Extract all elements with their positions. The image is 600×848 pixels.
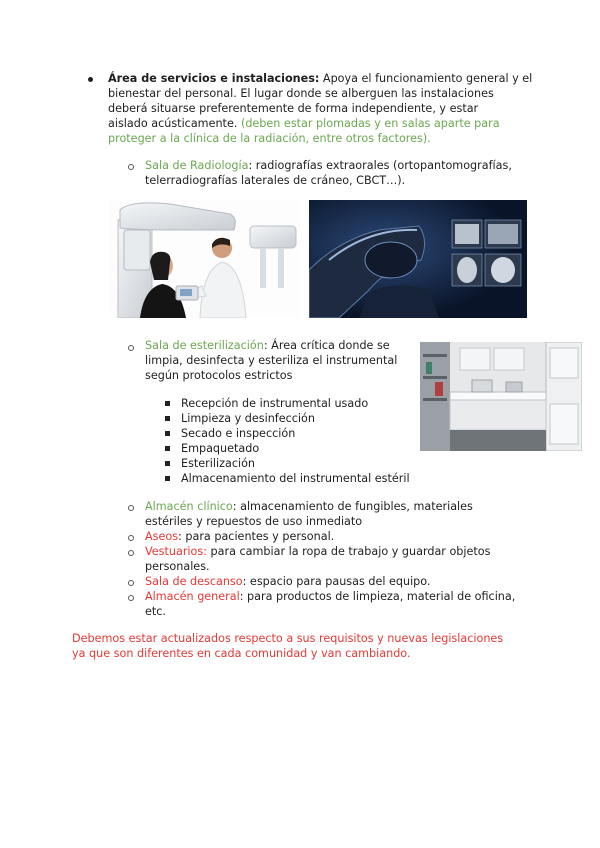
main-bullet-paragraph [108, 71, 548, 146]
closing-note-line: ya que son diferentes en cada comunidad y van cambiando. [72, 647, 411, 660]
sub-bullet-ring [128, 505, 134, 511]
main-bullet-note: (deben estar plomadas y en salas aparte para [240, 117, 500, 130]
main-bullet-note: proteger a la clínica de la radiación, entre otros factores). [108, 132, 431, 145]
radiologia-text: telerradiografías laterales de cráneo, CBCT…). [145, 174, 406, 187]
sterilization-room-photo [420, 342, 582, 451]
descanso-item [145, 574, 545, 589]
radiologia-item [145, 158, 545, 188]
main-bullet-title: Área de servicios e instalaciones: [108, 72, 320, 85]
almacen-clinico-item [145, 499, 545, 529]
radiologia-text: : radiografías extraorales (ortopantomografías, [248, 159, 512, 172]
vestuarios-label: Vestuarios: [145, 545, 207, 558]
aseos-item [145, 529, 545, 544]
almacen-general-text: : para productos de limpieza, material de oficina, [239, 590, 516, 603]
sub-bullet-ring [128, 580, 134, 586]
aseos-label: Aseos [145, 530, 179, 543]
main-bullet-line: deberá situarse preferentemente de forma independiente, y estar [108, 102, 479, 115]
step-item: Limpieza y desinfección [162, 411, 432, 426]
esterilizacion-steps [162, 396, 432, 486]
esterilizacion-label: Sala de esterilización [145, 339, 264, 352]
esterilizacion-text: : Área crítica donde se [263, 339, 390, 352]
step-item: Esterilización [162, 456, 432, 471]
esterilizacion-text: según protocolos estrictos [145, 369, 293, 382]
radiologia-label: Sala de Radiología [145, 159, 249, 172]
step-item: Recepción de instrumental usado [162, 396, 432, 411]
almacen-clinico-text: estériles y repuestos de uso inmediato [145, 515, 363, 528]
esterilizacion-text: limpia, desinfecta y esteriliza el instrumental [145, 354, 398, 367]
aseos-text: : para pacientes y personal. [178, 530, 335, 543]
vestuarios-text: personales. [145, 560, 210, 573]
sub-bullet-ring [128, 535, 134, 541]
cbct-machine-photo [309, 200, 527, 318]
sub-bullet-ring [128, 164, 134, 170]
main-bullet-line: aislado acústicamente. [108, 117, 241, 130]
closing-note-line: Debemos estar actualizados respecto a sus requisitos y nuevas legislaciones [72, 632, 504, 645]
bullet-dot [88, 77, 93, 82]
main-bullet-line: bienestar del personal. El lugar donde se alberguen las instalaciones [108, 87, 494, 100]
main-bullet-text: Apoya el funcionamiento general y el [319, 72, 533, 85]
almacen-general-text: etc. [145, 605, 166, 618]
vestuarios-text: para cambiar la ropa de trabajo y guardar objetos [206, 545, 491, 558]
esterilizacion-item [145, 338, 420, 383]
step-item: Empaquetado [162, 441, 432, 456]
descanso-label: Sala de descanso [145, 575, 243, 588]
descanso-text: : espacio para pausas del equipo. [242, 575, 431, 588]
step-item: Almacenamiento del instrumental estéril [162, 471, 432, 486]
sub-bullet-ring [128, 550, 134, 556]
vestuarios-item [145, 544, 545, 574]
almacen-general-label: Almacén general [145, 590, 240, 603]
closing-note [72, 631, 542, 661]
almacen-clinico-text: : almacenamiento de fungibles, materiales [232, 500, 473, 513]
almacen-general-item [145, 589, 545, 619]
sub-bullet-ring [128, 595, 134, 601]
sub-bullet-ring [128, 345, 134, 351]
almacen-clinico-label: Almacén clínico [145, 500, 233, 513]
panoramic-xray-photo [110, 200, 300, 318]
step-item: Secado e inspección [162, 426, 432, 441]
